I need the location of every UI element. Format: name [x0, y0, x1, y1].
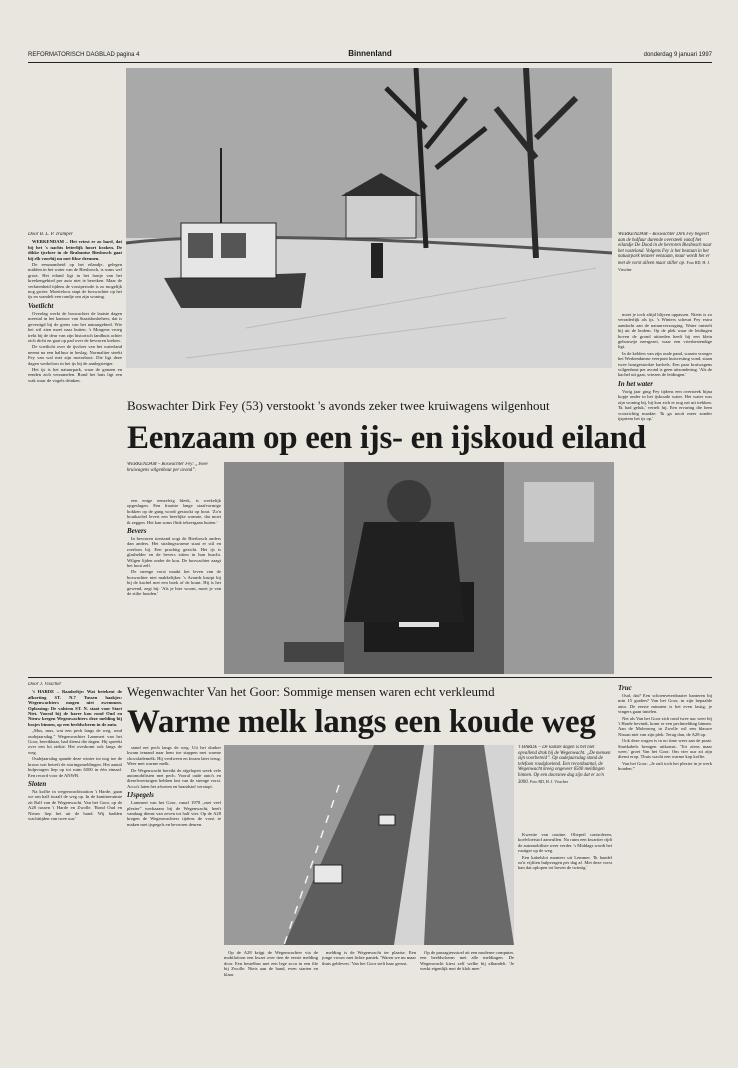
story2-column-3: [224, 950, 318, 1004]
story1-subhead-voetlicht: Voetlicht: [28, 301, 54, 310]
story2-paragraph: Na koffie in wegenwachtstation 't Harde, gaan we om half twaalf de weg op. In de kantineruimte zit Ralf van de Wegenwacht. Van het Goor, op de A28 tussen 't Harde en Zwolle. 'Rond Oud en Nieuw liep het uit de hand. Wij hadden wachttijden van twee uur.': [28, 788, 122, 821]
story-divider: [28, 677, 712, 678]
story1-paragraph: De strenge vorst maakt het leven van de boswachter niet makkelijker. 's Avonds kruipt hij bij de kachel met een boek of de krant. Hij is het gewend, zegt hij: 'Als je hier woont, moet je van de stilte houden.': [127, 569, 221, 597]
story2-paragraph: Op de A28 krijgt de Wegenwachter via de mobilofoon een kwart over tien de eerste melding door. Een bestelbus met een lege accu in een file bij Zwolle. Niets aan de hand, even starten en klaar.: [224, 950, 318, 977]
story2-paragraph: De Wegenwacht bereikt de afgelopen week vele automobilisten met pech. Vooral oude auto's en dieselvoertuigen hebben last van de strenge vorst. Accu's laten het afweten en brandstof verstopt.: [127, 767, 221, 789]
story2-paragraph: Een kabelslot monteer uit Lemmer. 'Ik handel zo'n vijftien hulpvragen per dag af. Met deze vorst kan dat oplopen tot boven de twintig.': [518, 854, 612, 871]
caption-text: WERKENDAM – Boswachter Fey: „Twee kruiwagens wilgenhout per avond”.: [127, 462, 208, 473]
story1-column-2: [127, 498, 221, 676]
story2-column-5: [420, 950, 514, 1004]
story1-paragraph: Overdag werkt de boswachter de laatste dagen meestal in het kantoor van Staatsbosbeheer, dat is gevestigd bij de grens van het natuurgebied. Wie het wil zien moet naar buiten. 's Morgens vroeg trekt hij de deur van zijn historisch landhuis achter zich dicht en gaat op pad over de bevroren kreken.: [28, 310, 122, 343]
story2-paragraph: Net als Van het Goor zich rond twee uur weer bij 't Harde bevindt, komt er een pechmelding binnen. Aan de Molenweg in Zwolle wil een blauwe Nissan niet van zijn plek. Terug dan, de A28 op.: [618, 715, 712, 737]
story2-column-1: [28, 682, 122, 1004]
page-header: [28, 48, 712, 63]
photo-highway-in-snow: [224, 745, 514, 945]
story2-paragraph: Oud, dat? Een schoenveterdraaier hanteren bij min 15 graden? Van het Goor, in zijn bepaalde auto. De eerste minuten is het even lastig, je vingers gaan tintelen.: [618, 693, 712, 715]
story2-kicker: Wegenwachter Van het Goor: Sommige mensen waren echt verkleumd: [127, 684, 495, 699]
story1-paragraph: De voetlicht over de ijsvloer van het waterland neemt na een halfuur in beslag. Normaliter steekt Fey van wal met zijn motorboot. Die ligt deze dagen werkeloos in het ijs bij de aanlegsteiger.: [28, 344, 122, 366]
story1-paragraph: In de kelders van zijn oude pand, waarin vroeger het Werkendamse veerpont huisvesting vond, staan twee houtgestookte kachels. Een paar kruiwagens wilgenhout per avond is geen uitzondering. 'Als de kachel uit gaat, vriezen de leidingen.': [618, 350, 712, 378]
story2-column-4: [322, 950, 416, 1004]
story1-column-right: [618, 312, 712, 674]
story1-photo2-caption: [127, 462, 221, 492]
story1-paragraph: moet je toch altijd blijven oppassen. Nietts is zo verraderlijk als ijs. 's Winters scheurt Fey extra aandacht aan de natuurverzorging. Water ontstelt hij uit de bodem. Op de plek waar de leidingen boven de grond uittreden heeft hij een klein gebouwtje neergezet, waar een vriesbestendige ligt.: [618, 312, 712, 350]
story1-paragraph: Het ijs is het natuurpark, waar de ganzen en eenden zich verzamelen. Rond het huis ligt een wak waar de vogels drinken.: [28, 366, 122, 383]
issue-date: donderdag 9 januari 1997: [643, 52, 712, 58]
section-title: Binnenland: [348, 49, 392, 58]
story2-paragraph: Kwestie van routine. Oliepeil controleren, koelvloeistof aanvullen. Na ruim een kwartier rijdt de automobiliste weer verder. 's Middags wordt het rustiger op de weg.: [518, 832, 612, 854]
story1-paragraph: In bevroren toestand oogt de Biesbosch anders dan anders. Het stralingswarme staat er stil en roerloos bij. Een prachtig gezicht. Het ijs is glashelder en de bevers zitten in hun burcht. Wilgen lijden onder de kou. De boswachter zaagt het hout zelf.: [127, 536, 221, 569]
story2-column-6: [518, 832, 612, 1004]
caption-text: WERKENDAM – Boswachter Dirk Fey begeert aan de halfuur durende oversteek vanaf het eilandje De Dood in de bevroren Biesbosch naar het vasteland. Volgens Fey is het bestaan in het natuurpark tenzeer eenzaam, maar wordt het er met de vorst alleen maar stiller op.: [618, 232, 712, 266]
photo-man-at-stove: [224, 462, 614, 674]
story1-paragraph: Vorig jaar ging Fey tijdens een oversteek bijna kopje onder in het ijskoude water. Het water was zijn woning bij, hij kon zich er nog net uit trekken. 'Ik had geluk,' vertelt hij. Een ervaring die hem voorzichtig maakte: 'Ik ga nooit meer zonder ijspriem het ijs op.': [618, 388, 712, 421]
story2-byline: Door J. Visscher: [28, 682, 62, 687]
story1-column-1: [28, 232, 122, 562]
story2-paragraph: stand net pech langs de weg. Uit het donker kwam iemand naar hem toe stappen met warme chocolademelk. Hij verdween en kwam later terug. Weer met warme melk.: [127, 745, 221, 767]
story1-paragraph: De eenzaamheid op het eilandje, gelegen midden in het water van de Biesbosch, is soms wel groot. Het eiland ligt in het hartje van het kreekengebied per auto niet te bereiken. Maar de verlatenheid tijdens de vorstperiode is zo mogelijk nog groter. Moeiteloos stapt de boswachter op het ijs en wandelt een rondje om zijn woning.: [28, 262, 122, 300]
story1-kicker: Boswachter Dirk Fey (53) verstookt 's avonds zeker twee kruiwagens wilgenhout: [127, 398, 550, 413]
story2-headline: Warme melk langs een koude weg: [127, 704, 596, 740]
story2-photo-caption: [518, 745, 612, 827]
story1-headline: Eenzaam op een ijs- en ijskoud eiland: [127, 420, 646, 456]
caption-credit: Foto RD, H. J. Visscher: [530, 778, 569, 784]
caption-text: 't HARDE – De laatste dagen is het niet opvallend druk bij de Wegenwacht. „De mensen zijn voorbereid”. Op oudejaarsdag stond de telefoon roodgloeiend. Een recordaantal, de Wegenwacht kreeg ongeveer 6500 meldingen binnen. Op een doorsnee dag zijn dat er zo'n 3000.: [518, 745, 611, 785]
story2-paragraph: Oudejaarsdag spande deze winter tot nog toe de kroon wat betreft de storingsmeldingen. Het aantal hulpvragen liep op tot ruim 6500 in één etmaal. Een record voor de ANWB.: [28, 756, 122, 778]
story1-paragraph: een enige eenzelvig bleek, is werkelijk opgeslagen. Een fraaiste lange staafvormige hokken op de gang wordt gestookt op hout. 'Zo'n houtkachel levert een heerlijke warmte, dat moet ik zeggen. Het kan soms flink tekeergaan buiten.': [127, 498, 221, 525]
story2-paragraph: „Mus, mus, wat een pech langs de weg, rond oudejaarsdag.” Wegenwachter Lammert van het Goor, bereikbaar, had dienst die dagen. Hij spreekt over een lot ziekte. Het overkomt ook langs de weg.: [28, 728, 122, 755]
story2-subhead-ijspegels: IJspegels: [127, 791, 154, 800]
story1-byline: Door B. L. P. Tramper: [28, 232, 73, 237]
paper-name: REFORMATORISCH DAGBLAD pagina 4: [28, 52, 140, 58]
story2-column-2: [127, 745, 221, 1004]
story2-subhead-truc: Truc: [618, 684, 632, 692]
story1-lead: WERKENDAM – Het vriest er zo hard, dat bij het 's nachts letterlijk hoort kraken. De dikke ijsvloer in de Brabantse Biesbosch gaat bij elk voorbij nu met fikse dreunen.: [28, 239, 122, 261]
story2-lead: 't HARDE – Raadseltje: Wat betekent de afkorting ST. N.7 Tussen haakjes: Wegenwachters mogen niet zwemmen. Oplossing: De valstrm ST. N. staat voor Start Niet. Vooral bij de barre kou rond Oud en Nieuw kregen Wegenwachters deze melding bij bosjes binnen, op een beeldscherm in de auto.: [28, 689, 122, 727]
story2-paragraph: Op de passagiersstoel zit een moderne computer, een beeldscherm met alle meldingen. De Wegenwacht kiest zelf welke hij afhandelt. 'Je werkt eigenlijk met de klok mee.': [420, 950, 514, 972]
story2-column-right: [618, 682, 712, 1004]
story2-paragraph: Ook deze wagen is in no time weer aan de praat. Startkabels brengen uitkomst. 'Tot ziens maar weer,' groet Van het Goor. Om vier uur zit zijn dienst erop. Thuis wacht een warme kop koffie.: [618, 738, 712, 760]
photo-boat-on-ice: [126, 68, 612, 368]
story2-paragraph: melding is de Wegenwacht ter plaatse. Een jonge vrouw met lichte paniek. 'Waren we nu maar thuis gebleven.' Van het Goor stelt haar gerust.: [322, 950, 416, 966]
story1-photo-caption: [618, 232, 712, 308]
story2-paragraph: Van het Goor: „Je zult toch het plezier in je werk houden.”: [618, 760, 712, 772]
story2-subhead-sloten: Sloten: [28, 779, 47, 788]
story1-subhead-bevers: Bevers: [127, 527, 147, 536]
caption-credit: Foto RD, H. J. Visscher: [618, 259, 710, 272]
story1-subhead-in-het-water: In het water: [618, 379, 654, 388]
story2-paragraph: Lammert van het Goor, vanaf 1978 „met veel plezier” werkzaam bij de Wegenwacht, heeft vandaag dienst van zeven tot half vier. Op de A28 kregen de Wegenwachters tijdens de vorst te maken met ijspegels en bevroren deuren.: [127, 800, 221, 827]
